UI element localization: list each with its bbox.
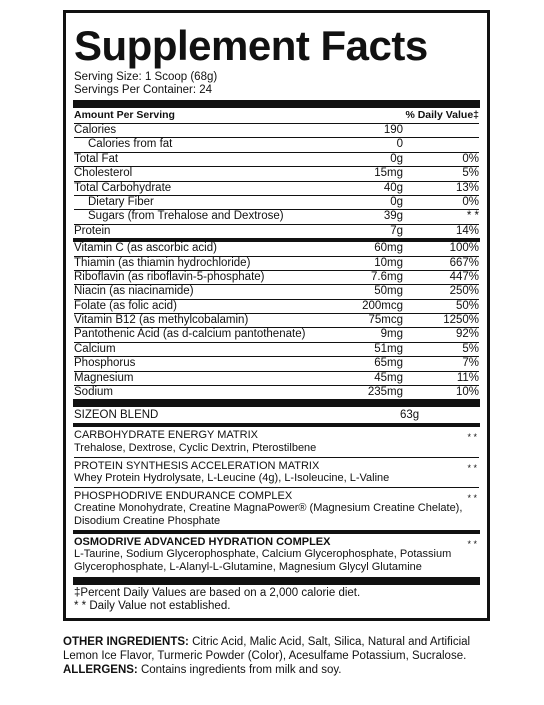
nutrient-row	[74, 372, 479, 386]
nutrient-amount: 0g	[390, 152, 403, 165]
macro-nutrient-list	[74, 124, 479, 238]
nutrient-daily-value: 0%	[462, 152, 479, 165]
nutrient-daily-value: * *	[466, 210, 479, 223]
daily-value-label: % Daily Value‡	[405, 109, 479, 121]
nutrient-amount: 39g	[383, 210, 403, 223]
nutrient-amount: 40g	[383, 181, 403, 194]
nutrient-row	[74, 314, 479, 328]
nutrient-row	[74, 124, 479, 138]
phosphodrive-complex	[74, 488, 479, 530]
nutrient-row	[74, 182, 479, 196]
nutrient-daily-value: 5%	[462, 167, 479, 180]
nutrient-name: Pantothenic Acid (as d-calcium pantothenate)	[74, 328, 306, 341]
nutrient-row	[74, 138, 479, 152]
nutrient-row	[74, 196, 479, 210]
nutrient-name: Total Fat	[74, 152, 119, 165]
nutrient-amount: 7.6mg	[371, 270, 403, 283]
nutrient-row	[74, 343, 479, 357]
nutrient-daily-value: 92%	[455, 328, 479, 341]
osmodrive-complex	[74, 534, 479, 576]
nutrient-name: Protein	[74, 224, 111, 237]
nutrient-amount: 60mg	[374, 242, 403, 255]
nutrient-name: Dietary Fiber	[88, 195, 154, 208]
thick-divider	[73, 100, 480, 108]
nutrient-amount: 45mg	[374, 371, 403, 384]
nutrient-name: Riboflavin (as riboflavin-5-phosphate)	[74, 270, 265, 283]
nutrient-daily-value: 667%	[449, 256, 479, 269]
nutrient-name: Magnesium	[74, 371, 134, 384]
nutrient-row	[74, 153, 479, 167]
nutrient-daily-value: 10%	[455, 386, 479, 399]
nutrient-row	[74, 357, 479, 371]
nutrient-name: Thiamin (as thiamin hydrochloride)	[74, 256, 251, 269]
allergens-label: ALLERGENS:	[63, 663, 138, 676]
nutrient-name: Calcium	[74, 342, 116, 355]
nutrient-daily-value: 50%	[455, 299, 479, 312]
nutrient-row	[74, 242, 479, 256]
nutrient-amount: 15mg	[374, 167, 403, 180]
daily-value-stars: * *	[467, 432, 477, 443]
nutrient-daily-value: 0%	[462, 195, 479, 208]
nutrient-row	[74, 300, 479, 314]
nutrient-name: Sodium	[74, 386, 113, 399]
thick-divider	[73, 399, 480, 407]
nutrient-amount: 10mg	[374, 256, 403, 269]
daily-value-footnote: ‡Percent Daily Values are based on a 2,000 calorie diet.	[74, 587, 361, 600]
amount-per-serving-label: Amount Per Serving	[74, 109, 175, 121]
nutrient-row	[74, 225, 479, 238]
nutrient-row	[74, 271, 479, 285]
nutrient-name: Vitamin C (as ascorbic acid)	[74, 242, 217, 255]
ingredients-block	[63, 636, 493, 677]
other-ingredients-text: Citric Acid, Malic Acid, Salt, Silica, Natural and Artificial Lemon Ice Flavor, Turmeric Powder (Color), Acesulfame Potassium, Sucralose.	[63, 636, 471, 662]
other-ingredients-label: OTHER INGREDIENTS:	[63, 636, 189, 648]
nutrient-row	[74, 167, 479, 181]
nutrient-row	[74, 257, 479, 271]
proprietary-blend-row	[74, 407, 479, 423]
nutrient-amount: 0g	[390, 195, 403, 208]
nutrient-amount: 200mcg	[362, 299, 403, 312]
nutrient-amount: 235mg	[367, 386, 403, 399]
nutrient-row	[74, 328, 479, 342]
nutrient-row	[74, 210, 479, 224]
not-established-footnote: * * Daily Value not established.	[74, 600, 231, 613]
nutrient-daily-value: 7%	[462, 357, 479, 370]
allergens-text: Contains ingredients from milk and soy.	[137, 663, 342, 676]
nutrient-name: Phosphorus	[74, 357, 136, 370]
nutrient-name: Vitamin B12 (as methylcobalamin)	[74, 314, 249, 327]
servings-per-container: Servings Per Container: 24	[74, 84, 213, 96]
panel-title: Supplement Facts	[74, 22, 428, 69]
nutrient-amount: 7g	[390, 224, 403, 237]
nutrient-amount: 50mg	[374, 285, 403, 298]
nutrient-daily-value: 11%	[456, 371, 479, 384]
protein-matrix	[74, 458, 479, 488]
nutrient-amount: 190	[383, 124, 403, 136]
nutrient-name: Total Carbohydrate	[74, 181, 172, 194]
allergens	[63, 664, 493, 678]
nutrient-name: Niacin (as niacinamide)	[74, 285, 194, 298]
nutrient-amount: 9mg	[380, 328, 403, 341]
matrix-ingredients: Whey Protein Hydrolysate, L-Leucine (4g), L-Isoleucine, L-Valine	[74, 472, 390, 485]
nutrient-name: Calories from fat	[88, 138, 173, 151]
nutrient-daily-value: 1250%	[443, 314, 479, 327]
nutrient-amount: 0	[396, 138, 403, 151]
matrix-name: CARBOHYDRATE ENERGY MATRIX	[74, 429, 258, 442]
nutrient-amount: 51mg	[374, 342, 403, 355]
matrix-ingredients: Creatine Monohydrate, Creatine MagnaPower® (Magnesium Creatine Chelate), Disodium Creatine Phosphate	[74, 502, 463, 527]
nutrient-name: Cholesterol	[74, 167, 133, 180]
supplement-facts-panel	[63, 10, 490, 621]
nutrient-name: Folate (as folic acid)	[74, 299, 177, 312]
matrix-name: PHOSPHODRIVE ENDURANCE COMPLEX	[74, 489, 293, 502]
nutrient-daily-value: 100%	[449, 242, 479, 255]
matrix-ingredients: Trehalose, Dextrose, Cyclic Dextrin, Pterostilbene	[74, 442, 317, 455]
amount-header	[74, 108, 479, 124]
daily-value-stars: * *	[467, 492, 477, 503]
nutrient-daily-value: 5%	[462, 342, 479, 355]
matrix-name: OSMODRIVE ADVANCED HYDRATION COMPLEX	[74, 535, 331, 548]
matrix-ingredients: L-Taurine, Sodium Glycerophosphate, Calcium Glycerophosphate, Potassium Glycerophosphate, L-Alanyl-L-Glutamine, Magnesium Glycyl Glutamine	[74, 548, 452, 573]
nutrient-row	[74, 285, 479, 299]
other-ingredients	[63, 636, 493, 664]
nutrient-daily-value: 250%	[449, 285, 479, 298]
daily-value-stars: * *	[467, 462, 477, 473]
serving-size: Serving Size: 1 Scoop (68g)	[74, 71, 218, 83]
carbohydrate-matrix	[74, 427, 479, 457]
footnotes	[74, 585, 479, 613]
daily-value-stars: * *	[467, 538, 477, 549]
nutrient-name: Calories	[74, 124, 117, 136]
nutrient-daily-value: 13%	[455, 181, 479, 194]
thick-divider	[73, 577, 480, 585]
blend-name: SIZEON BLEND	[74, 409, 159, 422]
nutrient-daily-value: 447%	[449, 270, 479, 283]
vitamin-mineral-list	[74, 242, 479, 399]
nutrient-name: Sugars (from Trehalose and Dextrose)	[88, 210, 284, 223]
matrix-name: PROTEIN SYNTHESIS ACCELERATION MATRIX	[74, 459, 320, 472]
nutrient-daily-value: 14%	[455, 224, 479, 237]
nutrient-row	[74, 386, 479, 399]
nutrient-amount: 75mcg	[368, 314, 403, 327]
blend-amount: 63g	[400, 409, 420, 422]
nutrient-amount: 65mg	[374, 357, 403, 370]
